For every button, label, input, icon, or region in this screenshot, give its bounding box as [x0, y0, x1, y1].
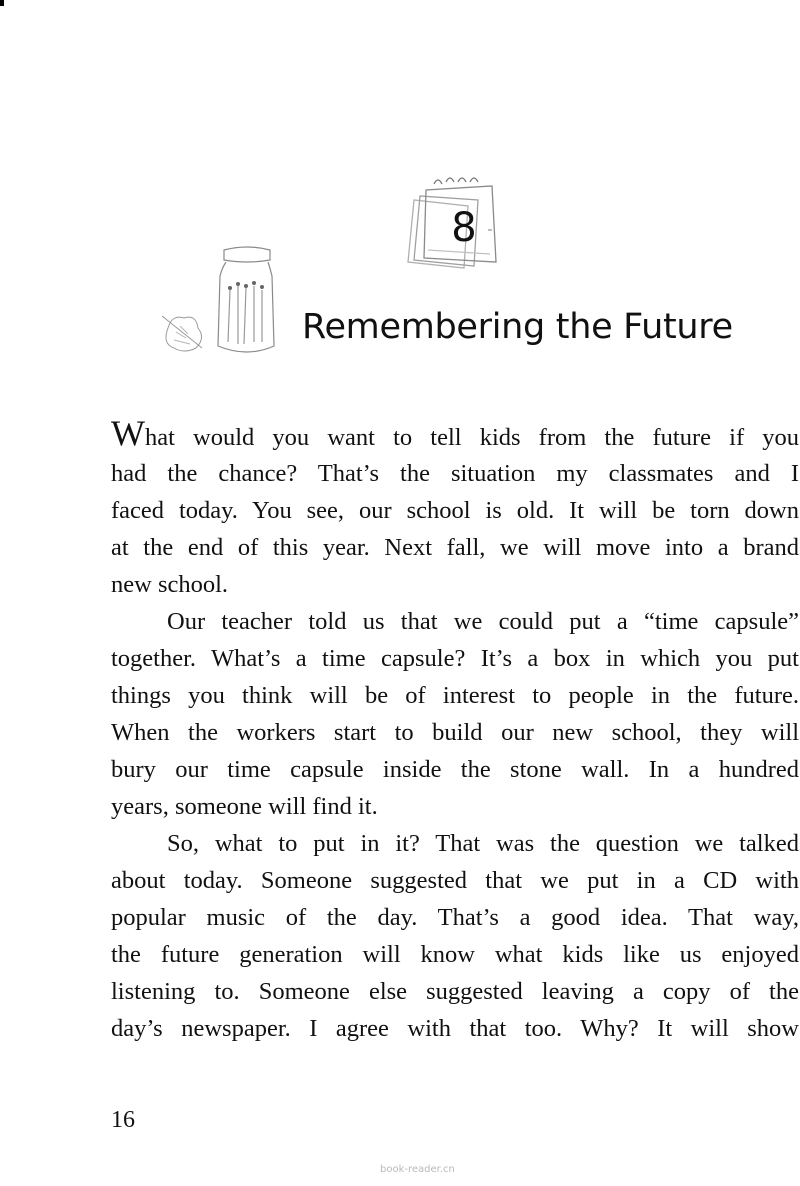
- text-line: bury our time capsule inside the stone wall. In a hundred: [111, 756, 799, 783]
- text-line: had the chance? That’s the situation my classmates and I: [111, 460, 799, 487]
- text-line: popular music of the day. That’s a good idea. That way,: [111, 904, 799, 931]
- text-line: together. What’s a time capsule? It’s a box in which you put: [111, 645, 799, 672]
- text-line: When the workers start to build our new school, they will: [111, 719, 799, 746]
- drop-cap: W: [111, 413, 145, 453]
- text-line: Our teacher told us that we could put a “time capsule”: [167, 608, 799, 635]
- text-line: things you think will be of interest to people in the future.: [111, 682, 799, 709]
- chapter-number: 8: [451, 205, 477, 251]
- text-line: about today. Someone suggested that we put in a CD with: [111, 867, 799, 894]
- text-line-content: hat would you want to tell kids from the future if you: [144, 424, 799, 451]
- text-line: years, someone will find it.: [111, 793, 378, 820]
- leaf-icon: [156, 308, 208, 354]
- text-line: at the end of this year. Next fall, we will move into a brand: [111, 534, 799, 561]
- text-line: [111, 413, 799, 455]
- text-line: faced today. You see, our school is old. It will be torn down: [111, 497, 799, 524]
- page-number: 16: [111, 1107, 135, 1133]
- watermark: book-reader.cn: [380, 1164, 455, 1175]
- jar-icon: [212, 246, 282, 358]
- text-line: the future generation will know what kids like us enjoyed: [111, 941, 799, 968]
- text-line: listening to. Someone else suggested leaving a copy of the: [111, 978, 799, 1005]
- text-line: day’s newspaper. I agree with that too. Why? It will show: [111, 1015, 799, 1042]
- page-corner-mark: [0, 0, 4, 6]
- text-line: new school.: [111, 571, 229, 598]
- chapter-title: Remembering the Future: [302, 307, 733, 347]
- text-line: So, what to put in it? That was the question we talked: [167, 830, 799, 857]
